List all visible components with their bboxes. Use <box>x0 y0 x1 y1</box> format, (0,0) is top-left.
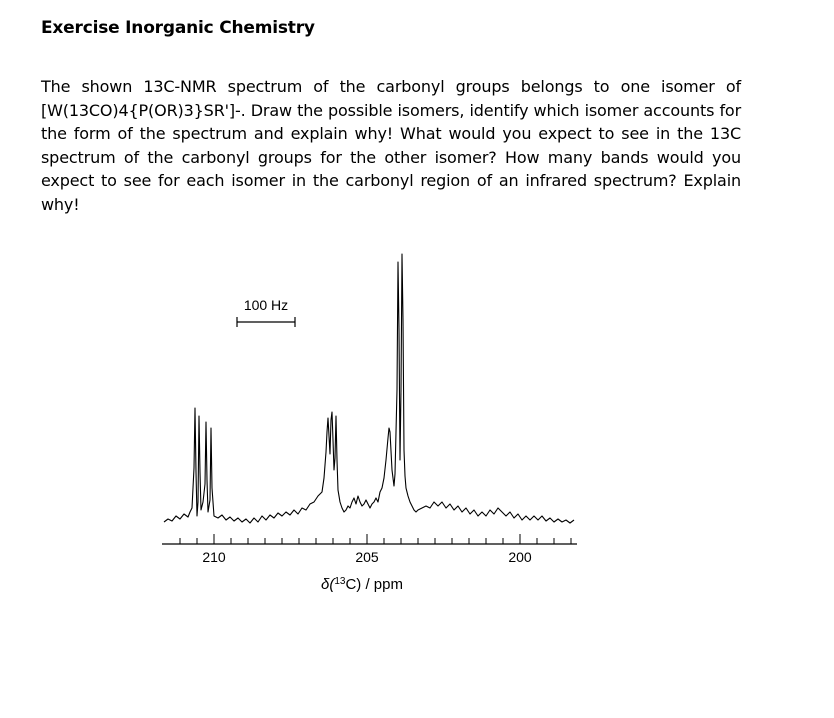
x-axis <box>162 534 577 593</box>
page-title: Exercise Inorganic Chemistry <box>41 18 315 38</box>
nmr-spectrum-figure <box>150 240 590 600</box>
scale-bar-label: 100 Hz <box>243 297 289 313</box>
x-axis-ticks <box>180 534 571 544</box>
x-tick-label-210: 210 <box>202 549 226 565</box>
x-tick-label-205: 205 <box>355 549 379 565</box>
x-axis-label: δ($^{13}$C) / ppm <box>321 576 403 593</box>
spectrum-trace <box>164 254 574 523</box>
exercise-paragraph: The shown 13C-NMR spectrum of the carbonyl groups belongs to one isomer of [W(13CO)4{P(OR)3}SR']-. Draw the possible isomers, identify which isomer accounts for the form of the spectrum and explain why! What would you expect to see in the 13C spectrum of the carbonyl groups for the other isomer? How many bands would you expect to see for each isomer in the carbonyl region of an infrared spectrum? Explain why! <box>41 77 741 214</box>
scale-bar <box>237 297 295 327</box>
x-tick-label-200: 200 <box>508 549 532 565</box>
